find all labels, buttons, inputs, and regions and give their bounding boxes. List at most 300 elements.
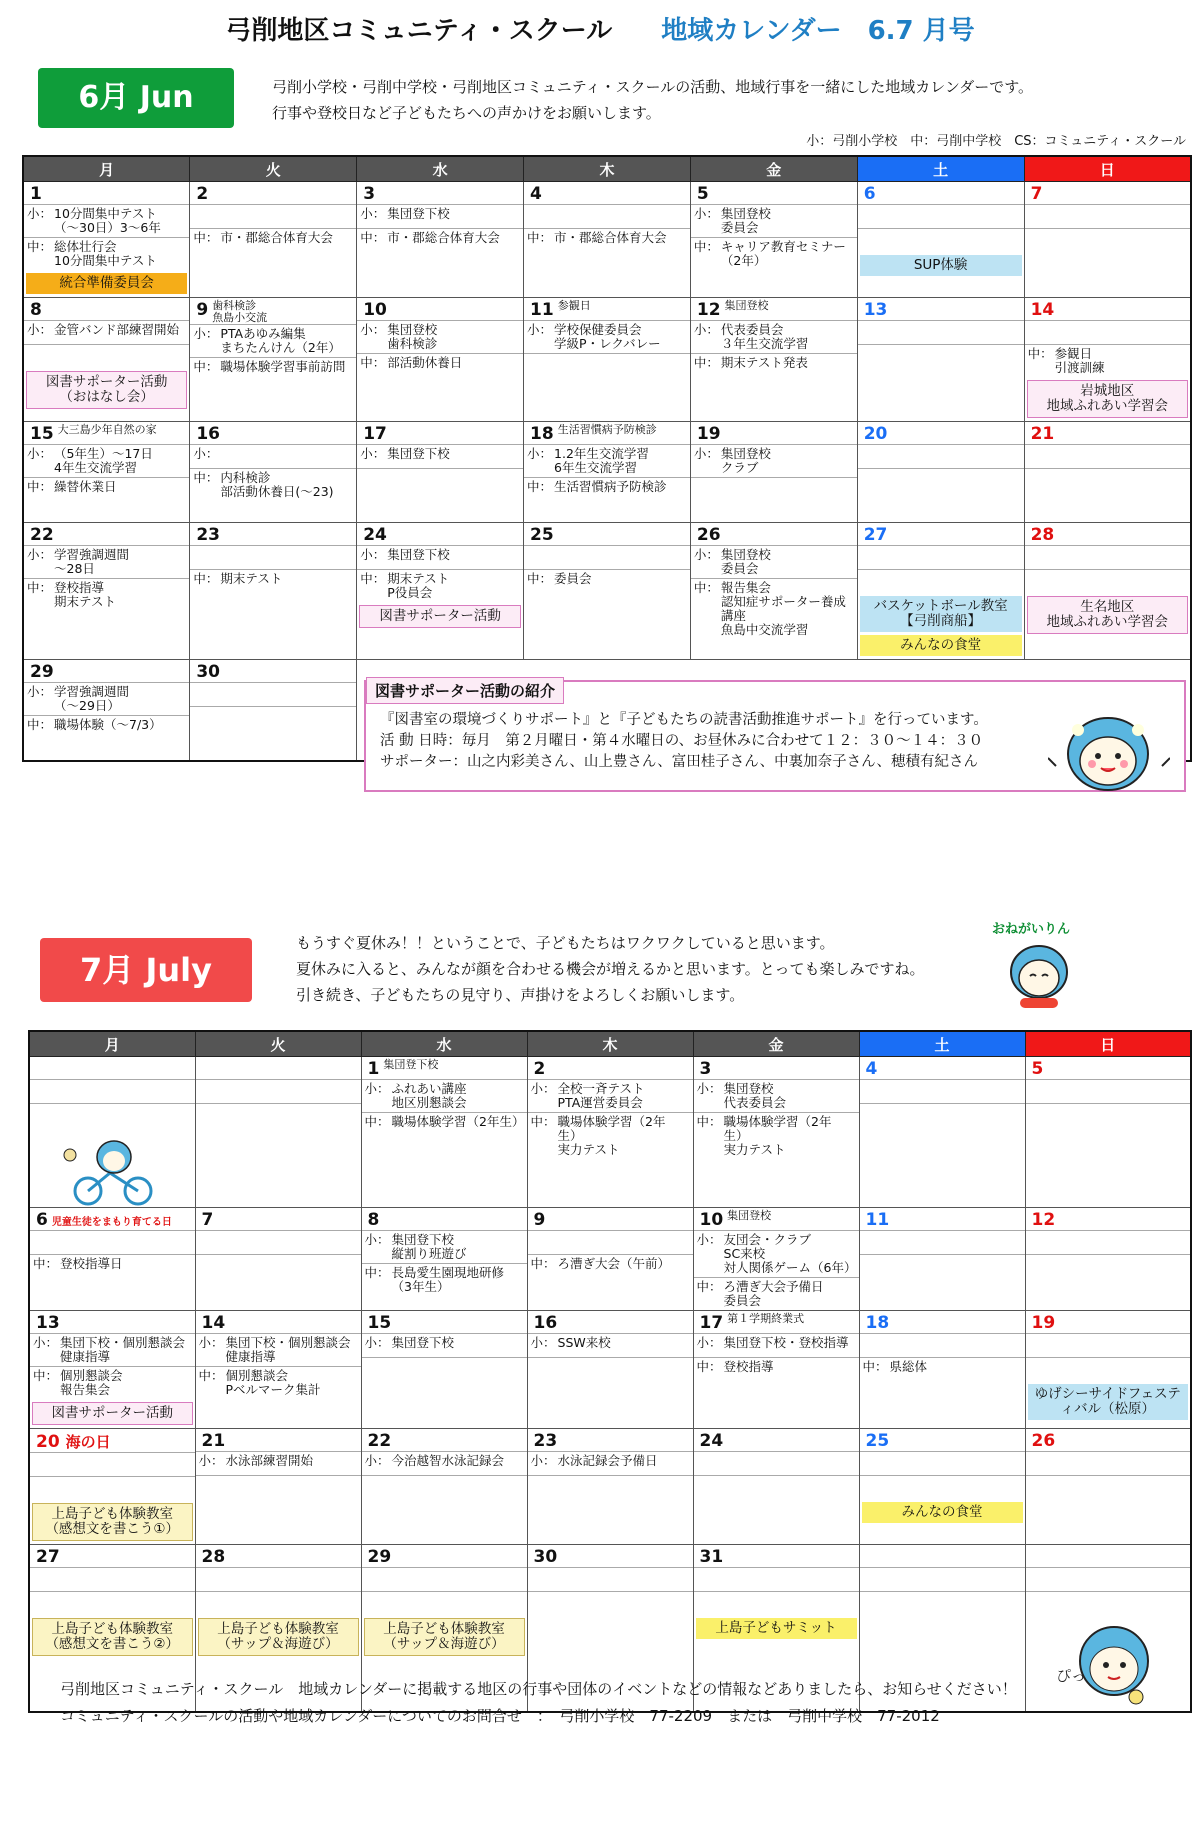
community-event: 統合準備委員会	[26, 273, 187, 294]
elementary-row	[691, 204, 857, 237]
day-cell	[29, 1429, 195, 1545]
schedule-text: 総体壮行会 10分間集中テスト	[54, 239, 157, 268]
junior-high-row	[24, 715, 189, 739]
day-cell	[693, 1311, 859, 1429]
community-event: 上島子ども体験教室 （感想文を書こう①）	[32, 1503, 193, 1541]
school-prefix: 小：	[530, 1081, 556, 1096]
day-top	[694, 1208, 859, 1230]
day-cell	[23, 660, 190, 762]
school-prefix: 小：	[696, 1081, 722, 1096]
day-top	[190, 523, 356, 545]
day-top	[30, 1545, 195, 1567]
day-top	[524, 182, 690, 204]
day-top	[190, 298, 356, 324]
day-top	[190, 182, 356, 204]
junior-high-row	[362, 1357, 527, 1381]
title-main: 弓削地区コミュニティ・スクール	[225, 16, 613, 46]
weekday-0: 月	[29, 1031, 195, 1057]
day-cell	[29, 1208, 195, 1311]
junior-high-row	[1025, 344, 1190, 377]
school-prefix: 小：	[696, 1335, 722, 1350]
elementary-row	[528, 1451, 693, 1475]
day-number: 15	[367, 1313, 392, 1333]
day-number: 28	[201, 1547, 226, 1567]
day-number: 22	[367, 1431, 392, 1451]
day-number: 4	[530, 184, 542, 204]
junior-high-row	[524, 353, 690, 377]
day-cell	[857, 523, 1024, 660]
day-cell	[690, 298, 857, 422]
elementary-row	[691, 444, 857, 477]
elementary-row	[528, 1230, 693, 1254]
school-prefix: 小：	[693, 446, 719, 461]
day-number: 11	[865, 1210, 890, 1230]
junior-high-row	[362, 1591, 527, 1615]
school-prefix: 小：	[530, 1453, 556, 1468]
school-prefix: 小：	[360, 322, 386, 337]
week-row	[29, 1057, 1191, 1208]
school-prefix: 小：	[364, 1335, 390, 1350]
day-number: 24	[699, 1431, 724, 1451]
week-row	[23, 422, 1191, 523]
mascot-please-icon	[994, 934, 1084, 1014]
schedule-text: 期末テスト P役員会	[387, 571, 450, 600]
junior-high-row	[1026, 1357, 1191, 1381]
day-number: 4	[865, 1059, 878, 1079]
day-cell	[29, 1311, 195, 1429]
day-number: 1	[30, 184, 42, 204]
day-number: 30	[196, 662, 221, 682]
day-cell	[859, 1208, 1025, 1311]
school-prefix: 中：	[193, 571, 219, 586]
day-top	[357, 523, 523, 545]
weekday-5: 土	[859, 1031, 1025, 1057]
page-title	[0, 10, 1200, 47]
day-cell	[357, 298, 524, 422]
schedule-text: 市・郡総合体育大会	[387, 230, 500, 245]
day-top	[362, 1429, 527, 1451]
july-intro: もうすぐ夏休み！！ということで、子どもたちはワクワクしていると思います。 夏休みに入ると、みんなが顔を合わせる機会が増えるかと思います。とっても楽しみですね。 引き続き、子どもたちの見守り、声掛けをよろしくお願いします。	[296, 934, 925, 1004]
junior-high-row	[1025, 569, 1190, 593]
day-number: 2	[533, 1059, 546, 1079]
library-title: 図書サポーター活動の紹介	[366, 677, 564, 704]
school-prefix: 中：	[862, 1359, 888, 1374]
junior-high-row	[694, 1357, 859, 1381]
junior-high-row	[858, 228, 1024, 252]
junior-high-row	[30, 1476, 195, 1500]
day-cell	[857, 422, 1024, 523]
schedule-text: SSW来校	[557, 1335, 611, 1350]
elementary-row	[1026, 1079, 1191, 1103]
day-cell	[690, 523, 857, 660]
junior-high-row	[190, 357, 356, 381]
school-prefix: 小：	[364, 1081, 390, 1096]
day-cell	[1025, 1057, 1191, 1208]
elementary-row	[524, 204, 690, 228]
day-cell	[1024, 182, 1191, 298]
day-number: 12	[696, 300, 721, 320]
june-calendar	[22, 155, 1192, 762]
junior-high-row	[30, 1591, 195, 1615]
elementary-row	[528, 1333, 693, 1357]
school-prefix: 中：	[33, 1256, 59, 1271]
day-top	[357, 182, 523, 204]
day-number: 13	[36, 1313, 60, 1333]
day-number: 29	[367, 1547, 392, 1567]
junior-high-row	[1026, 1475, 1191, 1499]
day-number: 26	[696, 525, 721, 545]
elementary-row	[196, 1451, 361, 1475]
junior-high-row	[24, 237, 189, 270]
junior-high-row	[196, 1475, 361, 1499]
schedule-text: 今治越智水泳記録会	[391, 1453, 505, 1468]
day-top	[1025, 182, 1190, 204]
day-top	[860, 1057, 1025, 1079]
school-prefix: 小：	[696, 1232, 722, 1247]
school-prefix: 中：	[693, 355, 719, 370]
junior-high-row	[1026, 1254, 1191, 1278]
schedule-text: 代表委員会 ３年生交流学習	[720, 322, 809, 351]
day-number: 17	[363, 424, 387, 444]
day-cell	[527, 1311, 693, 1429]
day-number: 10	[699, 1210, 724, 1230]
day-number: 18	[865, 1313, 890, 1333]
day-number: 9	[533, 1210, 546, 1230]
junior-high-row	[858, 344, 1024, 368]
day-number: 12	[1031, 1210, 1056, 1230]
day-number: 20	[36, 1432, 60, 1452]
day-cell	[690, 182, 857, 298]
junior-high-row	[691, 237, 857, 270]
schedule-text: 県総体	[889, 1359, 928, 1374]
day-top	[860, 1545, 1025, 1567]
day-top	[24, 422, 189, 444]
school-prefix: 小：	[27, 446, 53, 461]
day-number: 2	[196, 184, 209, 204]
junior-high-row	[694, 1277, 859, 1310]
schedule-text: 職場体験学習（2年生）	[391, 1114, 525, 1129]
day-top	[1026, 1311, 1191, 1333]
week-row	[29, 1429, 1191, 1545]
school-prefix: 小：	[364, 1453, 390, 1468]
schedule-text: キャリア教育セミナー （2年）	[720, 239, 846, 268]
week-row	[23, 298, 1191, 422]
junior-high-row	[858, 468, 1024, 492]
school-prefix: 中：	[527, 571, 553, 586]
junior-high-row	[190, 706, 356, 730]
day-cell	[1025, 1545, 1191, 1713]
mascot-icon	[1048, 706, 1170, 796]
day-number: 19	[696, 424, 721, 444]
school-prefix: 中：	[530, 1114, 556, 1129]
schedule-text: 登校指導	[723, 1359, 774, 1374]
day-top	[357, 298, 523, 320]
mascot-pi-icon	[1048, 1615, 1168, 1711]
day-top	[1026, 1208, 1191, 1230]
junior-high-row	[357, 228, 523, 252]
junior-high-row	[30, 1254, 195, 1278]
day-number: 30	[533, 1547, 558, 1567]
day-cell	[524, 523, 691, 660]
day-cell	[190, 182, 357, 298]
school-prefix: 小：	[27, 206, 53, 221]
community-event: みんなの食堂	[862, 1502, 1023, 1523]
schedule-text: 職場体験学習事前訪問	[220, 359, 346, 374]
weekday-3: 木	[527, 1031, 693, 1057]
elementary-row	[362, 1451, 527, 1475]
schedule-text: 10分間集中テスト （〜30日）3〜6年	[54, 206, 161, 235]
elementary-row	[24, 320, 189, 344]
week-row	[23, 182, 1191, 298]
elementary-row	[524, 320, 690, 353]
school-prefix: 小：	[27, 322, 53, 337]
day-number: 21	[201, 1431, 226, 1451]
junior-high-row	[190, 569, 356, 593]
elementary-row	[362, 1230, 527, 1263]
day-number: 7	[1030, 184, 1043, 204]
day-cell	[690, 422, 857, 523]
day-number: 29	[30, 662, 54, 682]
junior-high-row	[362, 1112, 527, 1136]
schedule-text: 委員会	[554, 571, 592, 586]
day-top	[694, 1311, 859, 1333]
schedule-text: 集団下校・個別懇談会 健康指導	[60, 1335, 186, 1364]
junior-high-row	[357, 353, 523, 377]
day-top	[196, 1311, 361, 1333]
elementary-row	[24, 444, 189, 477]
junior-high-row	[24, 477, 189, 501]
day-cell	[361, 1057, 527, 1208]
day-cell	[23, 182, 190, 298]
elementary-row	[357, 320, 523, 353]
day-cell	[195, 1057, 361, 1208]
weekday-2: 水	[361, 1031, 527, 1057]
elementary-row	[694, 1567, 859, 1591]
schedule-text: 生活習慣病予防検診	[554, 479, 667, 494]
schedule-text: 全校一斉テスト PTA運営委員会	[557, 1081, 645, 1110]
junior-high-row	[1026, 1591, 1191, 1615]
day-top	[524, 523, 690, 545]
schedule-text: 友団会・クラブ SC来校 対人関係ゲーム（6年）	[723, 1232, 857, 1275]
school-prefix: 中：	[696, 1279, 722, 1294]
elementary-row	[196, 1230, 361, 1254]
day-cell	[190, 523, 357, 660]
school-prefix: 小：	[693, 547, 719, 562]
day-cell	[859, 1311, 1025, 1429]
day-number: 28	[1030, 525, 1055, 545]
day-cell	[857, 182, 1024, 298]
day-number: 6	[863, 184, 876, 204]
community-event: バスケットボール教室 【弓削商船】	[860, 596, 1022, 632]
junior-high-row	[1025, 228, 1190, 252]
elementary-row	[357, 444, 523, 468]
day-top	[362, 1545, 527, 1567]
schedule-text: 学校保健委員会 学級P・レクバレー	[554, 322, 661, 351]
junior-high-row	[362, 1263, 527, 1296]
day-number: 16	[533, 1313, 558, 1333]
day-top	[1025, 298, 1190, 320]
weekday-6: 日	[1024, 156, 1191, 182]
day-number: 20	[863, 424, 888, 444]
schedule-text: 市・郡総合体育大会	[220, 230, 333, 245]
school-prefix: 小：	[27, 684, 53, 699]
schedule-text: 個別懇談会 報告集会	[60, 1368, 123, 1397]
day-number: 23	[533, 1431, 558, 1451]
school-prefix: 中：	[360, 355, 386, 370]
day-top	[528, 1208, 693, 1230]
junior-high-row	[357, 468, 523, 492]
school-prefix: 中：	[364, 1114, 390, 1129]
day-number: 8	[367, 1210, 380, 1230]
weekday-header	[23, 156, 1191, 182]
day-top	[190, 660, 356, 682]
holiday-label: 海の日	[65, 1433, 111, 1451]
elementary-row	[858, 320, 1024, 344]
schedule-text: 金管バンド部練習開始	[54, 322, 180, 337]
elementary-row	[24, 545, 189, 578]
elementary-row	[1026, 1451, 1191, 1475]
day-cell	[527, 1208, 693, 1311]
cycling-mascot-icon	[52, 1131, 172, 1207]
day-number: 15	[30, 424, 54, 444]
day-cell	[1025, 1429, 1191, 1545]
day-cell	[1024, 298, 1191, 422]
school-prefix: 中：	[530, 1256, 556, 1271]
schedule-text: 集団登校 クラブ	[720, 446, 771, 475]
day-top	[858, 298, 1024, 320]
junior-high-row	[1025, 468, 1190, 492]
schedule-text: ろ漕ぎ大会予備日 委員会	[723, 1279, 824, 1308]
day-cell	[527, 1429, 693, 1545]
elementary-row	[190, 204, 356, 228]
day-note: 歯科検診 魚島小交流	[212, 299, 268, 324]
legend: 小：弓削小学校 中：弓削中学校 CS：コミュニティ・スクール	[806, 134, 1186, 149]
schedule-text: 集団登校 委員会	[720, 206, 771, 235]
school-prefix: 小：	[193, 326, 219, 341]
mascot-callout: おねがいりん	[992, 922, 1071, 937]
schedule-text: 職場体験（〜7/3）	[54, 717, 162, 732]
junior-high-row	[860, 1475, 1025, 1499]
schedule-text: 期末テスト発表	[720, 355, 808, 370]
week-row	[23, 523, 1191, 660]
schedule-text: （5年生）〜17日 4年生交流学習	[54, 446, 153, 475]
day-number: 19	[1031, 1313, 1056, 1333]
junior-high-row	[860, 1357, 1025, 1381]
day-top	[1025, 422, 1190, 444]
schedule-text: 学習強調週間 （〜29日）	[54, 684, 130, 713]
school-prefix: 中：	[696, 1114, 722, 1129]
school-prefix: 中：	[360, 571, 386, 586]
schedule-text: 集団登下校	[391, 1335, 455, 1350]
school-prefix: 小：	[360, 547, 386, 562]
school-prefix: 小：	[530, 1335, 556, 1350]
day-number: 14	[1030, 300, 1055, 320]
junior-high-row	[24, 578, 189, 611]
school-prefix: 中：	[27, 580, 53, 595]
day-cell	[1025, 1208, 1191, 1311]
schedule-text: 部活動休養日	[387, 355, 463, 370]
day-number: 22	[30, 525, 54, 545]
school-prefix: 中：	[27, 717, 53, 732]
day-cell	[524, 182, 691, 298]
july-calendar	[28, 1030, 1192, 1713]
elementary-row	[24, 682, 189, 715]
day-cell	[1024, 422, 1191, 523]
day-number: 23	[196, 525, 221, 545]
footer-line-1: 弓削地区コミュニティ・スクール 地域カレンダーに掲載する地区の行事や団体のイベントなどの情報などありましたら、お知らせください！	[60, 1680, 1017, 1698]
day-top	[30, 1311, 195, 1333]
day-number: 7	[201, 1210, 214, 1230]
elementary-row	[860, 1333, 1025, 1357]
day-number: 1	[367, 1059, 380, 1079]
schedule-text: 集団登校 委員会	[720, 547, 771, 576]
day-number: 14	[201, 1313, 226, 1333]
day-cell	[859, 1429, 1025, 1545]
junior-high-row	[30, 1103, 195, 1127]
elementary-row	[694, 1230, 859, 1277]
day-note: 集団登校	[727, 1209, 772, 1222]
community-event: 図書サポーター活動	[359, 605, 521, 628]
day-number: 13	[863, 300, 888, 320]
schedule-text: 参観日 引渡訓練	[1054, 346, 1105, 375]
weekday-5: 土	[857, 156, 1024, 182]
day-top	[694, 1429, 859, 1451]
june-badge: 6月 Jun	[38, 68, 234, 128]
day-top	[357, 422, 523, 444]
day-cell	[693, 1429, 859, 1545]
schedule-text: 学習強調週間 〜28日	[54, 547, 130, 576]
day-top	[524, 298, 690, 320]
day-top	[691, 523, 857, 545]
community-event: 上島子ども体験教室 （感想文を書こう②）	[32, 1618, 193, 1656]
community-event: 岩城地区 地域ふれあい学習会	[1027, 380, 1188, 418]
schedule-text: 登校指導日	[60, 1256, 123, 1271]
day-top	[694, 1057, 859, 1079]
day-number: 25	[530, 525, 554, 545]
weekday-0: 月	[23, 156, 190, 182]
day-top	[858, 523, 1024, 545]
elementary-row	[196, 1333, 361, 1366]
schedule-text: 集団登下校・登校指導	[723, 1335, 849, 1350]
schedule-text: 市・郡総合体育大会	[554, 230, 667, 245]
day-number: 17	[699, 1313, 724, 1333]
community-event: みんなの食堂	[860, 635, 1022, 656]
community-event: 生名地区 地域ふれあい学習会	[1027, 596, 1188, 634]
elementary-row	[694, 1079, 859, 1112]
day-number: 6	[36, 1210, 48, 1230]
school-prefix: 中：	[1027, 346, 1053, 361]
mascot-caption: ぴっ	[1055, 1667, 1086, 1685]
elementary-row	[190, 324, 356, 357]
day-note: 集団登下校	[383, 1058, 439, 1071]
school-prefix: 中：	[193, 470, 219, 485]
weekday-1: 火	[195, 1031, 361, 1057]
junior-high-row	[691, 477, 857, 501]
day-top	[691, 422, 857, 444]
day-number: 5	[1031, 1059, 1044, 1079]
day-top	[524, 422, 690, 444]
community-event: 図書サポーター活動 （おはなし会）	[26, 371, 187, 409]
day-top	[24, 523, 189, 545]
junior-high-row	[528, 1254, 693, 1278]
junior-high-row	[694, 1475, 859, 1499]
school-prefix: 小：	[198, 1335, 224, 1350]
schedule-text: 個別懇談会 Pベルマーク集計	[225, 1368, 321, 1397]
schedule-text: 集団登下校	[387, 446, 450, 461]
school-prefix: 小：	[693, 206, 719, 221]
day-top	[362, 1311, 527, 1333]
elementary-row	[691, 320, 857, 353]
